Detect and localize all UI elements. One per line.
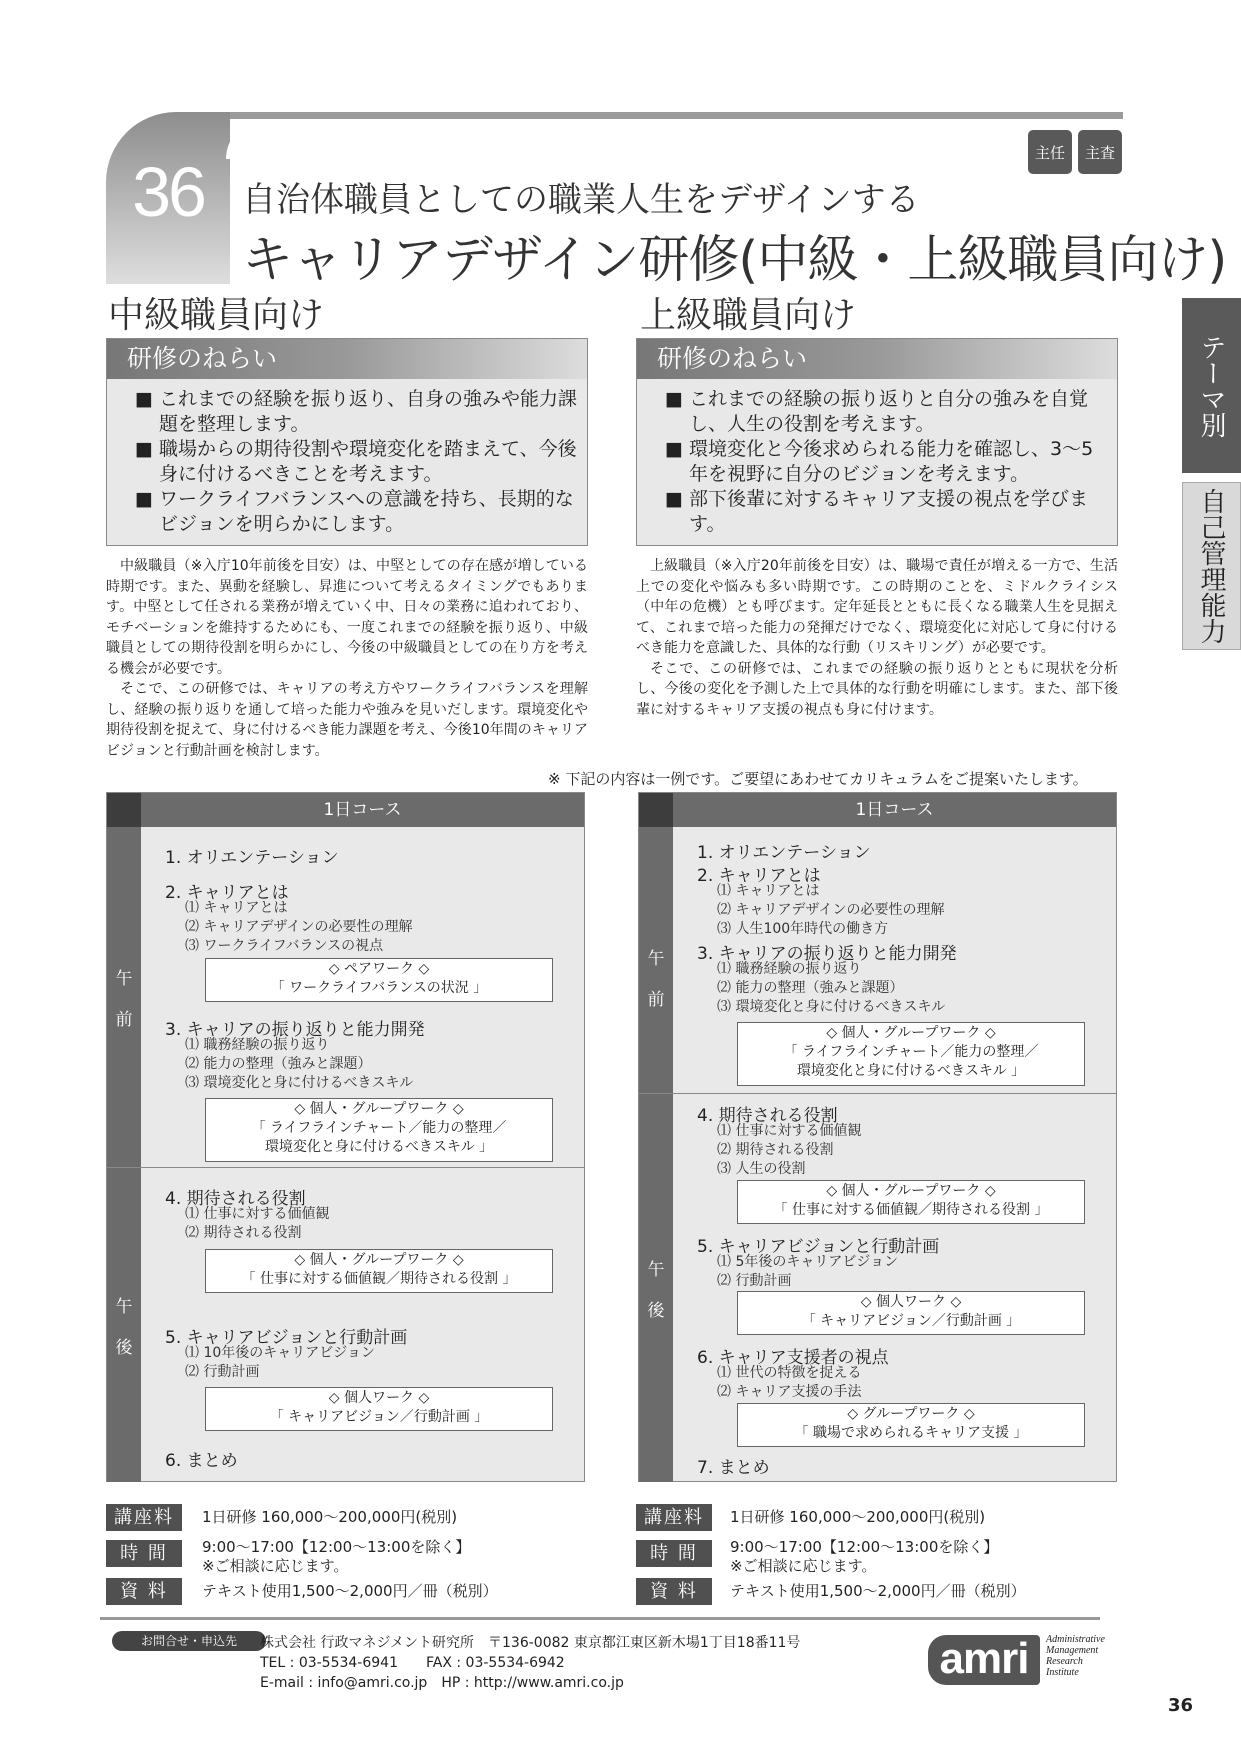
course-item: 6. キャリア支援者の視点 <box>697 1348 889 1368</box>
work-box <box>737 1291 1085 1335</box>
logo-line: Management <box>1046 1645 1099 1656</box>
list-item: ■ これまでの経験を振り返り、自身の強みや能力課題を整理します。 <box>135 387 577 437</box>
list-item: ■ 部下後輩に対するキャリア支援の視点を学びます。 <box>665 487 1107 537</box>
company-address: 株式会社 行政マネジメント研究所 〒136-0082 東京都江東区新木場1丁目18番11号 <box>260 1635 801 1651</box>
badge-shunin: 主任 <box>1028 130 1072 174</box>
sub-item: ⑶ 人生100年時代の働き方 <box>717 921 889 937</box>
time-note: ※ご相談に応じます。 <box>730 1557 877 1575</box>
right-aim-box <box>636 338 1118 546</box>
work-topic: 「 仕事に対する価値観／期待される役割 」 <box>241 1271 517 1287</box>
sub-item: ⑵ キャリアデザインの必要性の理解 <box>185 919 413 935</box>
time-label: 時 間 <box>636 1540 712 1567</box>
paragraph: 中級職員（※入庁10年前後を目安）は、中堅としての存在感が増している時期です。また、異動を経験し、昇進について考えるタイミングでもあります。中堅として任される業務が増えていく中、日々の業務に追われており、モチベーションを維持するためにも、一度これまでの経験を振り返り、中級職員としての期待役割を明らかにし、今後の中級職員としての在り方を考える機会が必要です。 <box>106 558 588 677</box>
course-item: 3. キャリアの振り返りと能力開発 <box>165 1020 425 1040</box>
email-web[interactable]: E-mail : info@amri.co.jp HP : http://www.amri.co.jp <box>260 1675 624 1691</box>
fee-label: 講座料 <box>636 1504 712 1531</box>
work-type: ◇ 個人・グループワーク ◇ <box>826 1025 996 1041</box>
work-box <box>737 1403 1085 1447</box>
time-value: 9:00〜17:00【12:00〜13:00を除く】 <box>730 1538 999 1556</box>
work-topic: 「 キャリアビジョン／行動計画 」 <box>801 1313 1021 1329</box>
right-aim-list <box>637 379 1117 537</box>
page-subtitle: 自治体職員としての職業人生をデザインする <box>242 180 920 220</box>
right-heading: 上級職員向け <box>640 295 857 336</box>
logo-line: Institute <box>1046 1667 1079 1678</box>
list-item: ■ 環境変化と今後求められる能力を確認し、3〜5年を視野に自分のビジョンを考えます。 <box>665 437 1107 487</box>
material-label: 資 料 <box>106 1578 182 1605</box>
work-type: ◇ 個人・グループワーク ◇ <box>294 1252 464 1268</box>
sub-item: ⑵ 行動計画 <box>717 1273 792 1289</box>
sub-item: ⑴ 仕事に対する価値観 <box>717 1123 862 1139</box>
sub-item: ⑶ 環境変化と身に付けるべきスキル <box>185 1075 414 1091</box>
paragraph: 上級職員（※入庁20年前後を目安）は、職場で責任が増える一方で、生活上での変化や悩みも多い時期です。この時期のことを、ミドルクライシス（中年の危機）とも呼びます。定年延長とともに長くなる職業人生を見据えて、これまで培った能力の発揮だけでなく、環境変化に対応して身に付けるべき能力を意識した、具体的な行動（リスキリング）が必要です。 <box>636 558 1118 656</box>
logo-line: Research <box>1046 1656 1083 1667</box>
work-topic: 「 キャリアビジョン／行動計画 」 <box>269 1409 489 1425</box>
list-item: ■ 職場からの期待役割や環境変化を踏まえて、今後身に付けるべきことを考えます。 <box>135 437 577 487</box>
header-rule <box>230 112 1123 119</box>
work-topic: 環境変化と身に付けるべきスキル 」 <box>264 1139 494 1155</box>
contact-badge: お問合せ・申込先 <box>112 1631 266 1651</box>
work-type: ◇ 個人・グループワーク ◇ <box>294 1101 464 1117</box>
right-description <box>636 556 1118 720</box>
time-value: 9:00〜17:00【12:00〜13:00を除く】 <box>202 1538 471 1556</box>
sub-item: ⑴ 10年後のキャリアビジョン <box>185 1345 375 1361</box>
page-number: 36 <box>1168 1695 1194 1716</box>
left-aim-list <box>107 379 587 537</box>
work-topic: 「 ワークライフバランスの状況 」 <box>270 980 488 996</box>
course-item: 4. 期待される役割 <box>165 1189 306 1209</box>
course-title: 1日コース <box>141 793 584 827</box>
morning-label <box>639 827 673 1127</box>
sub-item: ⑵ 能力の整理（強みと課題） <box>717 980 904 996</box>
sub-item: ⑴ 職務経験の振り返り <box>717 961 862 977</box>
course-item: 1. オリエンテーション <box>165 848 339 868</box>
course-item: 3. キャリアの振り返りと能力開発 <box>697 944 957 964</box>
divider <box>107 1167 584 1168</box>
list-item: ■ これまでの経験の振り返りと自分の強みを自覚し、人生の役割を考えます。 <box>665 387 1107 437</box>
work-topic: 「 ライフラインチャート／能力の整理／ <box>251 1120 507 1136</box>
material-label: 資 料 <box>636 1578 712 1605</box>
material-value: テキスト使用1,500〜2,000円／冊（税別） <box>730 1582 1026 1600</box>
sub-item: ⑴ 職務経験の振り返り <box>185 1037 330 1053</box>
course-item: 5. キャリアビジョンと行動計画 <box>165 1328 408 1348</box>
sub-item: ⑴ キャリアとは <box>717 883 820 899</box>
work-topic: 「 ライフラインチャート／能力の整理／ <box>783 1044 1039 1060</box>
left-aim-title: 研修のねらい <box>107 339 587 379</box>
period-char: 後 <box>115 1338 133 1358</box>
period-char: 前 <box>115 1010 133 1030</box>
work-topic: 「 仕事に対する価値観／期待される役割 」 <box>773 1202 1049 1218</box>
course-item: 1. オリエンテーション <box>697 843 871 863</box>
work-box <box>737 1022 1085 1086</box>
sub-item: ⑶ 環境変化と身に付けるべきスキル <box>717 999 946 1015</box>
course-item: 6. まとめ <box>165 1451 238 1471</box>
course-header <box>639 793 1116 827</box>
course-item: 2. キャリアとは <box>697 866 821 886</box>
paragraph: そこで、この研修では、キャリアの考え方やワークライフバランスを理解し、経験の振り返りを通して培った能力や強みを見いだします。環境変化や期待役割を捉えて、身に付けるべき能力課題を考え、今後10年間のキャリアビジョンと行動計画を検討します。 <box>106 681 588 759</box>
work-box <box>205 1098 553 1162</box>
course-item: 4. 期待される役割 <box>697 1106 838 1126</box>
sub-item: ⑶ 人生の役割 <box>717 1161 806 1177</box>
work-topic: 「 職場で求められるキャリア支援 」 <box>794 1425 1028 1441</box>
header-corner <box>639 793 673 827</box>
sub-item: ⑵ 能力の整理（強みと課題） <box>185 1056 372 1072</box>
afternoon-label <box>107 1168 141 1482</box>
course-header <box>107 793 584 827</box>
fee-label: 講座料 <box>106 1504 182 1531</box>
sub-item: ⑴ キャリアとは <box>185 900 288 916</box>
right-aim-title: 研修のねらい <box>637 339 1117 379</box>
sub-item: ⑴ 世代の特徴を捉える <box>717 1365 862 1381</box>
work-type: ◇ 個人ワーク ◇ <box>328 1390 430 1406</box>
fee-value: 1日研修 160,000〜200,000円(税別) <box>730 1508 986 1526</box>
fee-value: 1日研修 160,000〜200,000円(税別) <box>202 1508 458 1526</box>
work-box <box>205 1249 553 1293</box>
morning-label <box>107 827 141 1167</box>
sub-item: ⑵ 期待される役割 <box>185 1225 302 1241</box>
sub-item: ⑵ 行動計画 <box>185 1364 260 1380</box>
time-label: 時 間 <box>106 1540 182 1567</box>
sidetab-category[interactable]: 自己管理能力 <box>1182 482 1241 650</box>
sub-item: ⑴ 5年後のキャリアビジョン <box>717 1254 899 1270</box>
left-description <box>106 556 588 761</box>
work-type: ◇ 個人・グループワーク ◇ <box>826 1183 996 1199</box>
list-item: ■ ワークライフバランスへの意識を持ち、長期的なビジョンを明らかにします。 <box>135 487 577 537</box>
logo-subtitle <box>1046 1634 1105 1678</box>
work-type: ◇ グループワーク ◇ <box>847 1406 975 1422</box>
footer-rule <box>100 1617 1100 1620</box>
work-box <box>205 958 553 1002</box>
paragraph: そこで、この研修では、これまでの経験の振り返りとともに現状を分析し、今後の変化を予測した上で具体的な行動を明確にします。また、部下後輩に対するキャリア支援の視点も身に付けます。 <box>636 660 1118 718</box>
right-course-table <box>638 792 1117 1482</box>
course-item: 5. キャリアビジョンと行動計画 <box>697 1237 940 1257</box>
sub-item: ⑶ ワークライフバランスの視点 <box>185 938 384 954</box>
period-char: 後 <box>647 1301 665 1321</box>
course-number: 36 <box>132 153 204 231</box>
sub-item: ⑵ 期待される役割 <box>717 1142 834 1158</box>
work-type: ◇ 個人ワーク ◇ <box>860 1294 962 1310</box>
page-title: キャリアデザイン研修(中級・上級職員向け) <box>242 231 1227 290</box>
course-item: 7. まとめ <box>697 1458 770 1478</box>
left-course-table <box>106 792 585 1482</box>
curriculum-note: ※ 下記の内容は一例です。ご要望にあわせてカリキュラムをご提案いたします。 <box>548 770 1088 788</box>
phone-fax: TEL : 03-5534-6941 FAX : 03-5534-6942 <box>260 1655 565 1671</box>
divider <box>639 1093 1116 1094</box>
left-heading: 中級職員向け <box>108 295 325 336</box>
work-type: ◇ ペアワーク ◇ <box>328 961 430 977</box>
period-char: 午 <box>115 969 133 989</box>
amri-logo: amri <box>928 1635 1040 1685</box>
afternoon-label <box>639 1094 673 1482</box>
work-box <box>205 1387 553 1431</box>
period-char: 午 <box>115 1297 133 1317</box>
period-char: 午 <box>647 949 665 969</box>
material-value: テキスト使用1,500〜2,000円／冊（税別） <box>202 1582 498 1600</box>
badge-shusa: 主査 <box>1078 130 1122 174</box>
sub-item: ⑵ キャリア支援の手法 <box>717 1384 862 1400</box>
sub-item: ⑴ 仕事に対する価値観 <box>185 1206 330 1222</box>
left-aim-box <box>106 338 588 546</box>
logo-line: Administrative <box>1046 1634 1105 1645</box>
course-item: 2. キャリアとは <box>165 883 289 903</box>
sidetab-theme[interactable]: テーマ別 <box>1182 298 1241 473</box>
period-char: 前 <box>647 990 665 1010</box>
period-char: 午 <box>647 1260 665 1280</box>
work-box <box>737 1180 1085 1224</box>
header-corner <box>107 793 141 827</box>
work-topic: 環境変化と身に付けるべきスキル 」 <box>796 1063 1026 1079</box>
sub-item: ⑵ キャリアデザインの必要性の理解 <box>717 902 945 918</box>
header-corner <box>226 119 266 159</box>
course-title: 1日コース <box>673 793 1116 827</box>
time-note: ※ご相談に応じます。 <box>202 1557 349 1575</box>
